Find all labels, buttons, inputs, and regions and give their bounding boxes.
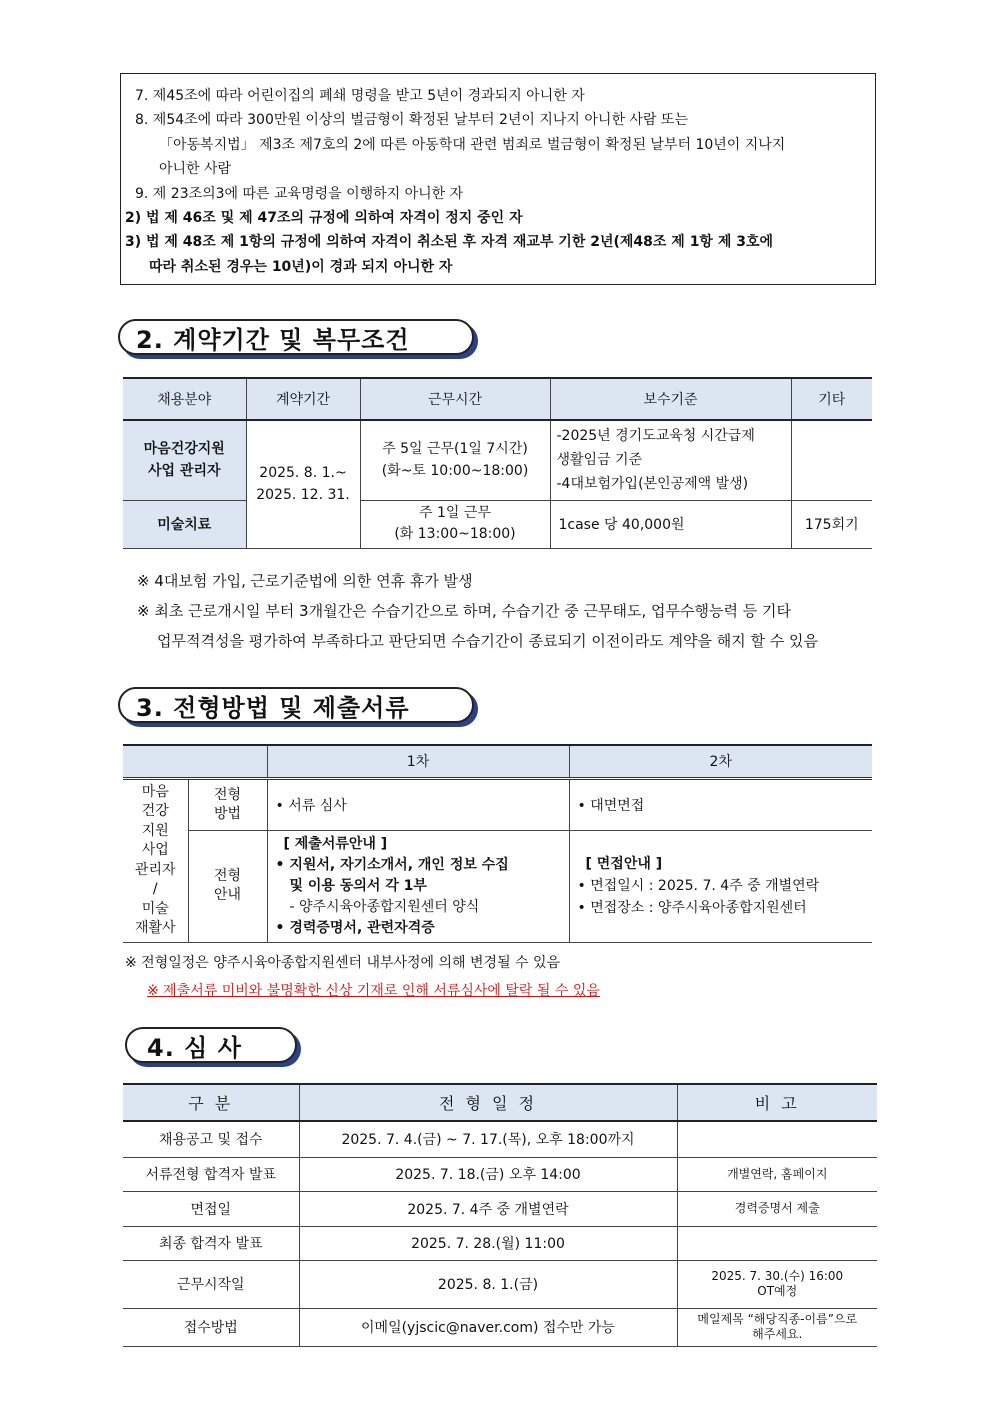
- header-cell: [123, 745, 267, 778]
- pay-line: -2025년 경기도교육청 시간급제: [556, 428, 755, 445]
- schedule-cell: 이메일(yjscic@naver.com) 접수만 가능: [299, 1308, 677, 1346]
- box-line: 8. 제54조에 따라 300만원 이상의 벌금형이 확정된 날부터 2년이 지나지 아니한 사람 또는: [135, 112, 688, 129]
- section-2-title: 2. 계약기간 및 복무조건: [136, 325, 410, 354]
- contract-notes: [137, 566, 818, 656]
- header-cell: 채용분야: [123, 378, 246, 420]
- guide-line: • 경력증명서, 관련자격증: [275, 919, 435, 936]
- note-line: 업무적격성을 평가하여 부족하다고 판단되면 수습기간이 종료되기 이전이라도 계약을 해지 할 수 있음: [157, 632, 819, 650]
- table-row: [123, 1260, 877, 1308]
- selection-table: [123, 744, 872, 943]
- header-cell: 2차: [569, 745, 872, 778]
- schedule-cell: 2025. 7. 4.(금) ~ 7. 17.(목), 오후 18:00까지: [299, 1121, 677, 1157]
- guide-line: 및 이용 동의서 각 1부: [289, 877, 427, 894]
- note-cell: 2025. 7. 30.(수) 16:00 OT예정: [677, 1260, 877, 1308]
- header-cell: 전 형 일 정: [299, 1084, 677, 1121]
- header-cell: 근무시간: [360, 378, 550, 420]
- category-cell: 채용공고 및 접수: [123, 1121, 299, 1157]
- note-cell: [677, 1226, 877, 1260]
- period-cell: 2025. 8. 1.~ 2025. 12. 31.: [246, 420, 360, 548]
- note-line: ※ 최초 근로개시일 부터 3개월간은 수습기간으로 하며, 수습기간 중 근무태도, 업무수행능력 등 기타: [137, 602, 791, 620]
- box-line: 7. 제45조에 따라 어린이집의 폐쇄 명령을 받고 5년이 경과되지 아니한 자: [135, 88, 585, 104]
- box-line: 아니한 사람: [159, 161, 232, 178]
- box-line: 3) 법 제 48조 제 1항의 규정에 의하여 자격이 취소된 후 자격 재교부 기한 2년(제48조 제 1항 제 3호에: [125, 234, 774, 251]
- selection-notes: [125, 949, 600, 1005]
- table-row: [123, 1157, 877, 1191]
- header-cell: 기타: [791, 378, 872, 420]
- disqualification-box: [120, 73, 876, 285]
- section-4-heading: [125, 1027, 297, 1063]
- table-row: [123, 1308, 877, 1346]
- category-cell: 면접일: [123, 1191, 299, 1226]
- etc-cell: 175회기: [791, 500, 872, 548]
- guide-line: - 양주시육아종합지원센터 양식: [289, 898, 480, 915]
- etc-cell: [791, 420, 872, 500]
- header-cell: 계약기간: [246, 378, 360, 420]
- field-cell: 마음건강지원 사업 관리자: [123, 420, 246, 500]
- schedule-cell: 2025. 7. 4주 중 개별연락: [299, 1191, 677, 1226]
- schedule-cell: 2025. 7. 18.(금) 오후 14:00: [299, 1157, 677, 1191]
- pay-cell: 1case 당 40,000원: [550, 500, 791, 548]
- contract-table: [123, 377, 872, 549]
- section-2-heading: [118, 319, 474, 355]
- note-line: ※ 4대보험 가입, 근로기준법에 의한 연휴 휴가 발생: [137, 572, 473, 590]
- guide-title: [ 제출서류안내 ]: [283, 835, 388, 852]
- warning-line: ※ 제출서류 미비와 불명확한 신상 기재로 인해 서류심사에 탈락 될 수 있음: [147, 983, 600, 999]
- schedule-cell: 2025. 7. 28.(월) 11:00: [299, 1226, 677, 1260]
- section-3-title: 3. 전형방법 및 제출서류: [136, 693, 410, 722]
- table-row: [123, 1121, 877, 1157]
- method-1: • 서류 심사: [267, 778, 569, 830]
- pay-line: 생활임금 기준: [556, 452, 643, 469]
- category-cell: 근무시작일: [123, 1260, 299, 1308]
- note-cell: 경력증명서 제출: [677, 1191, 877, 1226]
- pay-cell: [550, 420, 791, 500]
- category-cell: 접수방법: [123, 1308, 299, 1346]
- guide-line: • 지원서, 자기소개서, 개인 정보 수집: [275, 856, 509, 873]
- guide-2: [569, 830, 872, 942]
- header-cell: 구 분: [123, 1084, 299, 1121]
- guide-label: 전형 안내: [188, 830, 267, 942]
- table-row: [123, 1191, 877, 1226]
- schedule-cell: 2025. 8. 1.(금): [299, 1260, 677, 1308]
- box-line: 9. 제 23조의3에 따른 교육명령을 이행하지 아니한 자: [135, 185, 464, 202]
- header-cell: 보수기준: [550, 378, 791, 420]
- note-cell: 메일제목 “해당직종-이름”으로 해주세요.: [677, 1308, 877, 1346]
- section-3-heading: [118, 687, 474, 723]
- guide-1: [267, 830, 569, 942]
- note-cell: 개별연락, 홈페이지: [677, 1157, 877, 1191]
- box-line: 2) 법 제 46조 및 제 47조의 규정에 의하여 자격이 정지 중인 자: [125, 210, 523, 227]
- header-cell: 비 고: [677, 1084, 877, 1121]
- category-cell: 최종 합격자 발표: [123, 1226, 299, 1260]
- field-cell: 미술치료: [123, 500, 246, 548]
- row-head-cell: 마음 건강 지원 사업 관리자 / 미술 재활사: [123, 778, 188, 942]
- box-line: 따라 취소된 경우는 10년)이 경과 되지 아니한 자: [149, 258, 453, 275]
- section-4-title: 4. 심 사: [147, 1033, 242, 1062]
- header-cell: 1차: [267, 745, 569, 778]
- pay-line: -4대보험가입(본인공제액 발생): [556, 476, 749, 493]
- note-cell: [677, 1121, 877, 1157]
- note-line: ※ 전형일정은 양주시육아종합지원센터 내부사정에 의해 변경될 수 있음: [125, 955, 561, 971]
- method-label: 전형 방법: [188, 778, 267, 830]
- hours-cell: 주 5일 근무(1일 7시간) (화~토 10:00~18:00): [360, 420, 550, 500]
- guide-line: • 면접장소 : 양주시육아종합지원센터: [577, 900, 807, 916]
- method-2: • 대면면접: [569, 778, 872, 830]
- review-table: [123, 1083, 877, 1347]
- guide-title: [ 면접안내 ]: [585, 856, 663, 872]
- category-cell: 서류전형 합격자 발표: [123, 1157, 299, 1191]
- box-line: 「아동복지법」 제3조 제7호의 2에 따른 아동학대 관련 범죄로 벌금형이 확정된 날부터 10년이 지나지: [159, 136, 786, 153]
- guide-line: • 면접일시 : 2025. 7. 4주 중 개별연락: [577, 878, 820, 894]
- table-row: [123, 1226, 877, 1260]
- hours-cell: 주 1일 근무 (화 13:00~18:00): [360, 500, 550, 548]
